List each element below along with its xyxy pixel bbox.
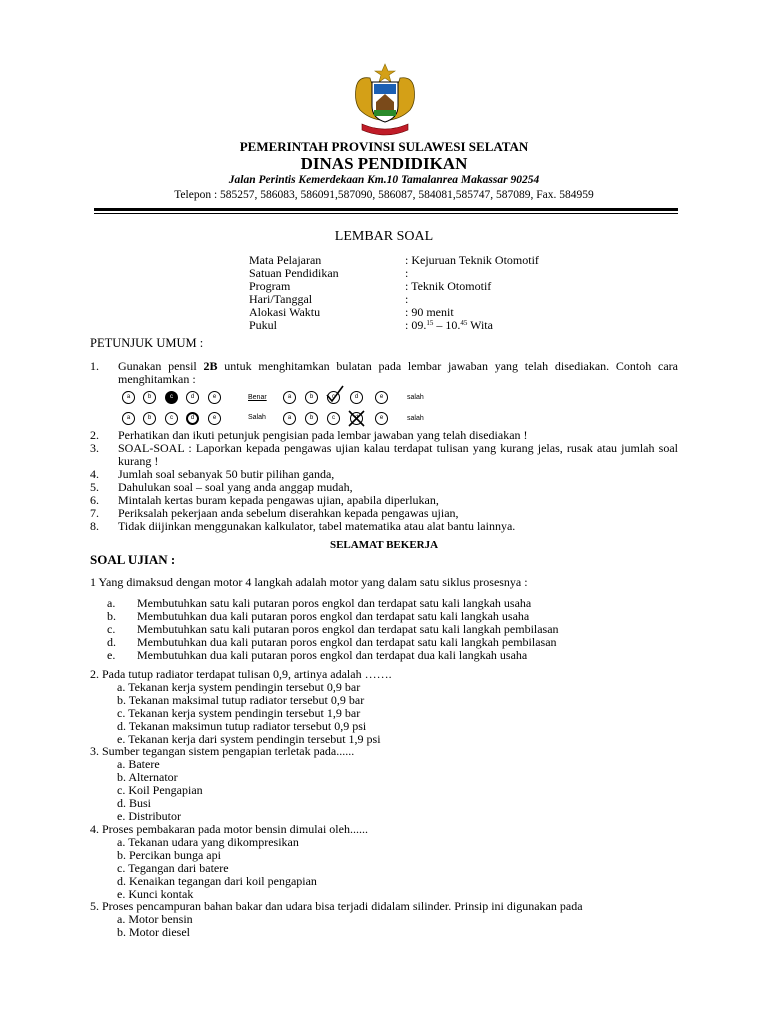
option: d. Busi xyxy=(117,796,152,810)
example-bubble: b xyxy=(143,391,156,404)
example-bubble-filled: c xyxy=(165,391,178,404)
option: a. Tekanan kerja system pendingin tersebut 0,9 bar xyxy=(117,680,361,694)
example-bubble: b xyxy=(143,412,156,425)
option: a. Batere xyxy=(117,757,160,771)
option: c. Tegangan dari batere xyxy=(117,861,229,875)
option: b. Alternator xyxy=(117,770,178,784)
info-label: Hari/Tanggal xyxy=(249,292,313,306)
time-end-min: 45 xyxy=(460,319,468,327)
cross-icon xyxy=(347,409,366,428)
info-label: Program xyxy=(249,279,291,293)
option: b. Percikan bunga api xyxy=(117,848,221,862)
instruction-number: 2. xyxy=(90,428,99,442)
info-value: : Teknik Otomotif xyxy=(405,279,492,293)
info-label: Alokasi Waktu xyxy=(249,305,321,319)
info-row xyxy=(0,306,768,319)
info-label: Pukul xyxy=(249,318,278,332)
instruction-number: 3. xyxy=(90,441,99,455)
example-bubble: e xyxy=(375,391,388,404)
option-label: d. xyxy=(107,635,116,649)
info-row xyxy=(0,267,768,280)
option: c. Tekanan kerja system pendingin tersebut 1,9 bar xyxy=(117,706,361,720)
question-4: 4. Proses pembakaran pada motor bensin dimulai oleh...... xyxy=(90,822,368,836)
instruction-number: 7. xyxy=(90,506,99,520)
selamat-bekerja: SELAMAT BEKERJA xyxy=(329,539,439,551)
org-title: PEMERINTAH PROVINSI SULAWESI SELATAN xyxy=(239,139,529,154)
option-label: b. xyxy=(107,609,116,623)
instruction-text: Periksalah pekerjaan anda sebelum diserahkan kepada pengawas ujian, xyxy=(118,506,459,520)
sheet-title: LEMBAR SOAL xyxy=(334,229,434,244)
option-text: Membutuhkan dua kali putaran poros engkol dan terdapat dua kali langkah usaha xyxy=(137,648,528,662)
example-bubble: b xyxy=(305,412,318,425)
instruction-text: Dahulukan soal – soal yang anda anggap mudah, xyxy=(118,480,353,494)
dept-title: DINAS PENDIDIKAN xyxy=(300,154,468,173)
example-bubble: a xyxy=(122,391,135,404)
info-label: Mata Pelajaran xyxy=(249,253,322,267)
option: c. Koil Pengapian xyxy=(117,783,203,797)
option: b. Motor diesel xyxy=(117,925,190,939)
instruction-text: Jumlah soal sebanyak 50 butir pilihan ganda, xyxy=(118,467,335,481)
example-benar-label: Benar xyxy=(248,394,267,401)
time-end-hour: – 10. xyxy=(433,318,461,332)
time-zone: Wita xyxy=(467,318,493,332)
option-label: e. xyxy=(107,648,116,662)
info-row xyxy=(0,280,768,293)
example-bubble: a xyxy=(122,412,135,425)
info-value: : xyxy=(405,292,409,306)
example-bubble: c xyxy=(327,391,340,404)
question-1: 1 Yang dimaksud dengan motor 4 langkah adalah motor yang dalam satu siklus prosesnya : xyxy=(90,575,528,589)
option-text: Membutuhkan dua kali putaran poros engkol dan terdapat satu kali langkah pembilasan xyxy=(137,635,557,649)
header-rule-thick xyxy=(94,208,678,211)
example-bubble: a xyxy=(283,391,296,404)
info-row xyxy=(0,293,768,306)
address: Jalan Perintis Kemerdekaan Km.10 Tamalanrea Makassar 90254 xyxy=(228,174,540,186)
header-rule-thin xyxy=(94,213,678,214)
instruction-number: 8. xyxy=(90,519,99,533)
example-salah-label: Salah xyxy=(248,414,266,421)
example-bubble-circled: d xyxy=(186,412,199,425)
instruction-text xyxy=(118,360,678,386)
question-5: 5. Proses pencampuran bahan bakar dan udara bisa terjadi didalam silinder. Prinsip ini digunakan pada xyxy=(90,899,583,913)
example-salah-label: salah xyxy=(407,415,424,422)
info-value: : 90 menit xyxy=(405,305,454,319)
option-label: a. xyxy=(107,596,116,610)
example-bubble: a xyxy=(283,412,296,425)
option-text: Membutuhkan dua kali putaran poros engkol dan terdapat satu kali langkah usaha xyxy=(137,609,530,623)
info-value-time xyxy=(405,319,493,332)
info-row xyxy=(0,319,768,332)
example-salah-label: salah xyxy=(407,394,424,401)
petunjuk-title: PETUNJUK UMUM : xyxy=(90,336,204,350)
info-value: : xyxy=(405,266,409,280)
phone-line: Telepon : 585257, 586083, 586091,587090, 586087, 584081,585747, 587089, Fax. 584959 xyxy=(174,189,594,201)
instruction-text-part: Gunakan pensil xyxy=(118,359,204,373)
instruction-number: 4. xyxy=(90,467,99,481)
option: e. Distributor xyxy=(117,809,181,823)
info-label: Satuan Pendidikan xyxy=(249,266,339,280)
checkmark-icon xyxy=(325,384,345,404)
info-value: : Kejuruan Teknik Otomotif xyxy=(405,253,539,267)
option: b. Tekanan maksimal tutup radiator tersebut 0,9 bar xyxy=(117,693,365,707)
instruction-number: 6. xyxy=(90,493,99,507)
example-bubble: c xyxy=(165,412,178,425)
option-text: Membutuhkan satu kali putaran poros engkol dan terdapat satu kali langkah usaha xyxy=(137,596,532,610)
example-bubble: e xyxy=(208,391,221,404)
time-start-min: 15 xyxy=(426,319,434,327)
example-bubble: d xyxy=(350,391,363,404)
instruction-text: Tidak diijinkan menggunakan kalkulator, tabel matematika atau alat bantu lainnya. xyxy=(118,519,516,533)
instruction-text: Mintalah kertas buram kepada pengawas ujian, apabila diperlukan, xyxy=(118,493,439,507)
provincial-coat-of-arms-logo xyxy=(350,62,420,138)
option: a. Tekanan udara yang dikompresikan xyxy=(117,835,299,849)
instruction-text: SOAL-SOAL : Laporkan kepada pengawas ujian kalau terdapat tulisan yang kurang jelas, rusak atau jumlah soal kurang ! xyxy=(118,441,678,468)
info-row xyxy=(0,254,768,267)
option-text: Membutuhkan satu kali putaran poros engkol dan terdapat satu kali langkah pembilasan xyxy=(137,622,559,636)
example-bubble: b xyxy=(305,391,318,404)
instruction-text: Perhatikan dan ikuti petunjuk pengisian pada lembar jawaban yang telah disediakan ! xyxy=(118,428,528,442)
option: e. Kunci kontak xyxy=(117,887,194,901)
option: e. Tekanan kerja dari system pendingin tersebut 1,9 psi xyxy=(117,732,381,746)
pencil-grade: 2B xyxy=(203,359,218,373)
instruction-number: 1. xyxy=(90,359,99,373)
option: d. Tekanan maksimun tutup radiator tersebut 0,9 psi xyxy=(117,719,367,733)
example-bubble: e xyxy=(208,412,221,425)
example-bubble: d xyxy=(186,391,199,404)
example-bubble: e xyxy=(375,412,388,425)
question-2: 2. Pada tutup radiator terdapat tulisan 0,9, artinya adalah ……. xyxy=(90,667,392,681)
soal-ujian-title: SOAL UJIAN : xyxy=(90,552,176,567)
option: a. Motor bensin xyxy=(117,912,193,926)
instruction-text-part: untuk menghitamkan bulatan pada lembar jawaban yang telah disediakan. Contoh cara menghitamkan : xyxy=(118,359,678,386)
question-3: 3. Sumber tegangan sistem pengapian terletak pada...... xyxy=(90,744,355,758)
time-start-hour: : 09. xyxy=(405,318,427,332)
instruction-number: 5. xyxy=(90,480,99,494)
option-label: c. xyxy=(107,622,116,636)
example-bubble: c xyxy=(327,412,340,425)
option: d. Kenaikan tegangan dari koil pengapian xyxy=(117,874,317,888)
